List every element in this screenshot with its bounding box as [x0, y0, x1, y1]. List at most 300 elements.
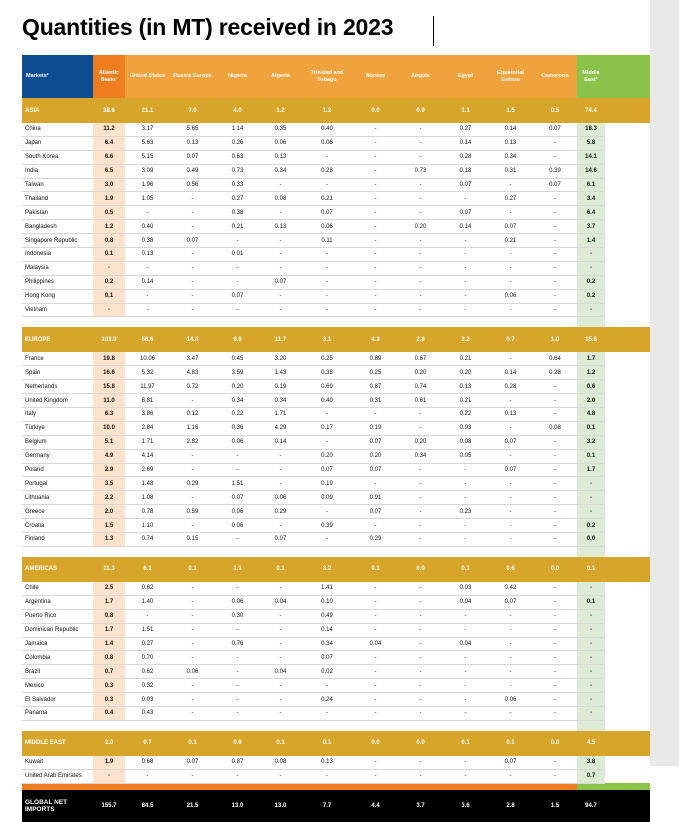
- table-cell: 4.8: [577, 408, 605, 422]
- table-cell: 0.43: [125, 706, 170, 720]
- region-total: 0.1: [577, 557, 605, 582]
- row-padding: [605, 623, 650, 637]
- region-total: 0.1: [260, 557, 301, 582]
- region-total: 0.7: [125, 731, 170, 756]
- table-cell: 0.39: [301, 519, 353, 533]
- table-cell: -: [260, 679, 301, 693]
- spacer-cell: [577, 317, 605, 328]
- row-padding: [605, 679, 650, 693]
- spacer-cell: [605, 317, 650, 328]
- table-row: [22, 261, 650, 275]
- table-cell: 0.13: [301, 756, 353, 769]
- table-cell: 0.07: [353, 435, 398, 449]
- table-cell: 0.38: [215, 206, 260, 220]
- table-cell: 0.74: [125, 533, 170, 547]
- table-cell: 0.12: [170, 408, 215, 422]
- table-cell: -: [353, 756, 398, 769]
- table-cell: -: [170, 769, 215, 783]
- region-total: 2.8: [398, 327, 443, 352]
- table-cell: 0.06: [215, 435, 260, 449]
- table-cell: -: [398, 665, 443, 679]
- table-cell: -: [260, 234, 301, 248]
- table-cell: -: [533, 435, 577, 449]
- spacer-cell: [22, 317, 93, 328]
- table-cell: 0.25: [353, 366, 398, 380]
- market-name: Croatia: [22, 519, 93, 533]
- table-row: [22, 609, 650, 623]
- table-cell: -: [260, 693, 301, 707]
- table-cell: -: [398, 289, 443, 303]
- table-cell: 0.74: [398, 380, 443, 394]
- table-cell: 0.07: [353, 505, 398, 519]
- market-name: Greece: [22, 505, 93, 519]
- table-cell: -: [398, 651, 443, 665]
- table-cell: -: [93, 261, 125, 275]
- table-cell: 0.61: [398, 394, 443, 408]
- column-header-equatorial-guinea: Equatorial Guinea: [488, 55, 533, 98]
- table-cell: -: [398, 463, 443, 477]
- column-header-nigeria: Nigeria: [215, 55, 260, 98]
- table-cell: -: [301, 706, 353, 720]
- table-cell: 0.14: [260, 435, 301, 449]
- table-cell: 0.07: [353, 463, 398, 477]
- table-cell: 0.73: [398, 164, 443, 178]
- row-padding: [605, 261, 650, 275]
- region-total: 0.1: [301, 731, 353, 756]
- table-cell: -: [443, 289, 488, 303]
- region-total: 14.4: [170, 327, 215, 352]
- table-cell: -: [577, 706, 605, 720]
- row-padding: [605, 491, 650, 505]
- row-padding: [605, 220, 650, 234]
- table-cell: -: [215, 693, 260, 707]
- spacer-cell: [170, 546, 215, 557]
- table-cell: -: [170, 192, 215, 206]
- table-cell: 1.16: [170, 421, 215, 435]
- table-cell: -: [301, 178, 353, 192]
- market-name: Mexico: [22, 679, 93, 693]
- table-cell: -: [353, 582, 398, 595]
- table-cell: 0.1: [577, 595, 605, 609]
- row-padding: [605, 327, 650, 352]
- row-padding: [605, 463, 650, 477]
- table-cell: 0.20: [398, 220, 443, 234]
- table-cell: 5.1: [93, 435, 125, 449]
- table-cell: 0.08: [533, 421, 577, 435]
- region-total: 11.7: [260, 327, 301, 352]
- table-cell: 0.06: [488, 289, 533, 303]
- table-cell: 11.2: [93, 123, 125, 136]
- text-cursor: [433, 16, 434, 46]
- table-cell: 0.06: [215, 519, 260, 533]
- table-row: [22, 477, 650, 491]
- spacer-cell: [93, 720, 125, 731]
- spacer-cell: [301, 546, 353, 557]
- table-row: [22, 366, 650, 380]
- table-cell: -: [398, 248, 443, 262]
- table-row: [22, 394, 650, 408]
- table-cell: 1.10: [125, 519, 170, 533]
- table-cell: 1.05: [125, 192, 170, 206]
- region-total: 0.9: [398, 98, 443, 123]
- table-cell: 0.67: [398, 352, 443, 365]
- table-cell: -: [398, 192, 443, 206]
- market-name: Poland: [22, 463, 93, 477]
- spacer-cell: [260, 317, 301, 328]
- market-name: Finland: [22, 533, 93, 547]
- table-cell: -: [443, 609, 488, 623]
- table-cell: -: [260, 477, 301, 491]
- table-cell: -: [353, 519, 398, 533]
- table-cell: -: [170, 582, 215, 595]
- table-cell: -: [443, 706, 488, 720]
- table-cell: -: [170, 679, 215, 693]
- table-cell: -: [260, 463, 301, 477]
- market-name: Kuwait: [22, 756, 93, 769]
- table-cell: -: [488, 637, 533, 651]
- table-cell: 0.25: [301, 352, 353, 365]
- table-cell: 1.2: [577, 366, 605, 380]
- row-padding: [605, 731, 650, 756]
- region-total: 1.0: [533, 327, 577, 352]
- spacer-cell: [125, 317, 170, 328]
- table-cell: -: [353, 665, 398, 679]
- table-cell: -: [301, 505, 353, 519]
- global-total-row: [22, 790, 650, 822]
- table-cell: 0.03: [125, 693, 170, 707]
- market-name: Jamaica: [22, 637, 93, 651]
- region-total: 0.1: [443, 731, 488, 756]
- table-cell: 1.3: [93, 533, 125, 547]
- row-padding: [605, 178, 650, 192]
- row-padding: [605, 790, 650, 822]
- row-padding: [605, 408, 650, 422]
- table-cell: 3.20: [260, 352, 301, 365]
- table-cell: 18.3: [577, 123, 605, 136]
- row-padding: [605, 435, 650, 449]
- table-cell: -: [533, 261, 577, 275]
- table-cell: 10.0: [93, 421, 125, 435]
- table-cell: 3.59: [215, 366, 260, 380]
- table-cell: 1.71: [260, 408, 301, 422]
- table-cell: 0.15: [170, 533, 215, 547]
- global-total-value: 13.0: [215, 790, 260, 822]
- table-cell: 11.0: [93, 394, 125, 408]
- table-cell: 2.69: [125, 463, 170, 477]
- table-cell: -: [533, 206, 577, 220]
- column-header-russia-europe: Russia Europe: [170, 55, 215, 98]
- table-cell: -: [93, 303, 125, 317]
- spacer-cell: [443, 317, 488, 328]
- table-cell: -: [93, 769, 125, 783]
- table-cell: -: [398, 637, 443, 651]
- table-cell: 0.49: [170, 164, 215, 178]
- table-cell: 5.63: [125, 136, 170, 150]
- table-cell: 4.9: [93, 449, 125, 463]
- column-header-trinidad-and-tobago: Trinidad and Tobago: [301, 55, 353, 98]
- table-cell: -: [353, 477, 398, 491]
- table-cell: 0.20: [398, 435, 443, 449]
- table-cell: -: [533, 394, 577, 408]
- table-cell: -: [215, 303, 260, 317]
- table-row: [22, 303, 650, 317]
- spacer-cell: [577, 720, 605, 731]
- region-total: 4.5: [577, 731, 605, 756]
- table-row: [22, 706, 650, 720]
- table-cell: 3.0: [93, 178, 125, 192]
- market-name: Netherlands: [22, 380, 93, 394]
- table-cell: -: [353, 679, 398, 693]
- table-cell: 0.21: [301, 192, 353, 206]
- table-row: [22, 408, 650, 422]
- table-cell: -: [301, 435, 353, 449]
- table-cell: 0.06: [170, 665, 215, 679]
- market-name: Hong Kong: [22, 289, 93, 303]
- spacer-row: [22, 317, 650, 328]
- table-cell: 3.8: [577, 756, 605, 769]
- table-row: [22, 769, 650, 783]
- table-cell: -: [170, 248, 215, 262]
- spacer-cell: [22, 546, 93, 557]
- market-name: Argentina: [22, 595, 93, 609]
- table-cell: 0.20: [398, 366, 443, 380]
- column-header-angola: Angola: [398, 55, 443, 98]
- table-cell: -: [353, 408, 398, 422]
- table-cell: 0.04: [443, 595, 488, 609]
- table-cell: -: [353, 178, 398, 192]
- table-cell: -: [443, 192, 488, 206]
- table-body: [22, 98, 650, 822]
- table-cell: 3.47: [170, 352, 215, 365]
- table-cell: 0.28: [301, 164, 353, 178]
- table-cell: 0.09: [301, 491, 353, 505]
- table-cell: -: [353, 206, 398, 220]
- table-cell: -: [488, 706, 533, 720]
- header-padding: [605, 55, 650, 98]
- table-row: [22, 679, 650, 693]
- table-cell: 4.83: [170, 366, 215, 380]
- table-cell: -: [301, 248, 353, 262]
- table-cell: 0.10: [301, 595, 353, 609]
- row-padding: [605, 206, 650, 220]
- table-cell: -: [260, 261, 301, 275]
- row-padding: [605, 595, 650, 609]
- row-padding: [605, 192, 650, 206]
- table-cell: 1.4: [93, 637, 125, 651]
- table-cell: -: [125, 206, 170, 220]
- global-total-value: 1.5: [533, 790, 577, 822]
- table-cell: -: [301, 261, 353, 275]
- table-cell: 0.29: [170, 477, 215, 491]
- market-name: Portugal: [22, 477, 93, 491]
- table-cell: 0.06: [488, 693, 533, 707]
- table-cell: -: [398, 178, 443, 192]
- table-cell: -: [170, 206, 215, 220]
- table-cell: 0.2: [577, 275, 605, 289]
- table-cell: -: [398, 623, 443, 637]
- table-cell: 6.4: [93, 136, 125, 150]
- row-padding: [605, 164, 650, 178]
- row-padding: [605, 394, 650, 408]
- table-cell: -: [170, 491, 215, 505]
- table-cell: 16.6: [93, 366, 125, 380]
- region-total: 1.1: [443, 98, 488, 123]
- table-cell: -: [488, 665, 533, 679]
- global-total-value: 84.5: [125, 790, 170, 822]
- table-cell: 6.1: [577, 178, 605, 192]
- table-cell: -: [488, 394, 533, 408]
- table-cell: 0.13: [443, 380, 488, 394]
- table-cell: 1.43: [260, 366, 301, 380]
- table-cell: -: [533, 756, 577, 769]
- table-cell: -: [533, 289, 577, 303]
- table-cell: 0.18: [443, 164, 488, 178]
- table-cell: 0.07: [215, 491, 260, 505]
- table-cell: -: [443, 769, 488, 783]
- region-total: 7.0: [170, 98, 215, 123]
- table-cell: 2.2: [93, 491, 125, 505]
- region-total: 0.0: [533, 731, 577, 756]
- table-cell: 0.04: [353, 637, 398, 651]
- table-cell: 0.03: [443, 582, 488, 595]
- table-cell: -: [215, 582, 260, 595]
- market-name: Germany: [22, 449, 93, 463]
- table-row: [22, 136, 650, 150]
- table-cell: 0.19: [353, 421, 398, 435]
- table-cell: -: [533, 491, 577, 505]
- table-cell: 0.06: [301, 136, 353, 150]
- market-name: United Arab Emirates: [22, 769, 93, 783]
- table-cell: -: [398, 408, 443, 422]
- spacer-cell: [93, 317, 125, 328]
- table-cell: 0.14: [443, 220, 488, 234]
- table-cell: 0.07: [533, 178, 577, 192]
- table-cell: 0.36: [215, 421, 260, 435]
- table-cell: -: [488, 352, 533, 365]
- table-cell: 0.91: [353, 491, 398, 505]
- table-cell: -: [577, 261, 605, 275]
- region-total: 0.0: [398, 557, 443, 582]
- table-row: [22, 380, 650, 394]
- table-cell: -: [260, 609, 301, 623]
- table-cell: 0.28: [443, 150, 488, 164]
- table-cell: -: [398, 756, 443, 769]
- table-cell: -: [488, 651, 533, 665]
- table-cell: -: [170, 693, 215, 707]
- region-total: 0.6: [488, 557, 533, 582]
- spacer-cell: [301, 720, 353, 731]
- table-cell: 0.06: [215, 505, 260, 519]
- row-padding: [605, 651, 650, 665]
- table-cell: 3.2: [577, 435, 605, 449]
- table-cell: -: [260, 206, 301, 220]
- table-cell: -: [215, 679, 260, 693]
- table-cell: -: [488, 505, 533, 519]
- table-cell: 0.27: [443, 123, 488, 136]
- table-cell: -: [577, 623, 605, 637]
- spacer-cell: [215, 720, 260, 731]
- table-cell: 0.40: [125, 220, 170, 234]
- table-cell: -: [577, 609, 605, 623]
- region-total: 3.2: [301, 557, 353, 582]
- table-cell: 6.6: [93, 150, 125, 164]
- table-cell: -: [398, 679, 443, 693]
- row-padding: [605, 421, 650, 435]
- table-cell: -: [533, 449, 577, 463]
- region-total: 38.6: [93, 98, 125, 123]
- row-padding: [605, 234, 650, 248]
- table-cell: -: [125, 609, 170, 623]
- table-cell: 3.5: [93, 477, 125, 491]
- table-cell: -: [533, 651, 577, 665]
- table-cell: 1.9: [93, 756, 125, 769]
- table-row: [22, 234, 650, 248]
- table-cell: 4.14: [125, 449, 170, 463]
- spacer-cell: [125, 720, 170, 731]
- table-cell: 0.6: [577, 380, 605, 394]
- table-cell: 0.21: [215, 220, 260, 234]
- region-total: 15.6: [577, 327, 605, 352]
- table-cell: -: [215, 623, 260, 637]
- table-cell: -: [398, 595, 443, 609]
- table-cell: -: [533, 150, 577, 164]
- table-cell: 0.08: [443, 435, 488, 449]
- spacer-cell: [125, 546, 170, 557]
- table-cell: 0.62: [125, 665, 170, 679]
- table-cell: -: [170, 261, 215, 275]
- table-cell: 0.63: [215, 150, 260, 164]
- region-row-americas: [22, 557, 650, 582]
- region-total: 4.3: [353, 327, 398, 352]
- spacer-cell: [22, 720, 93, 731]
- table-cell: -: [260, 769, 301, 783]
- spacer-cell: [170, 317, 215, 328]
- row-padding: [605, 693, 650, 707]
- spacer-cell: [443, 720, 488, 731]
- table-cell: -: [488, 275, 533, 289]
- table-row: [22, 220, 650, 234]
- table-cell: -: [443, 303, 488, 317]
- region-total: 0.1: [488, 731, 533, 756]
- table-cell: -: [488, 248, 533, 262]
- table-cell: 0.34: [260, 164, 301, 178]
- table-cell: -: [398, 136, 443, 150]
- table-cell: 0.13: [260, 150, 301, 164]
- table-cell: -: [533, 609, 577, 623]
- region-total: 1.2: [260, 98, 301, 123]
- table-row: [22, 505, 650, 519]
- table-cell: 0.34: [301, 637, 353, 651]
- table-cell: -: [577, 505, 605, 519]
- table-cell: -: [443, 651, 488, 665]
- spacer-cell: [398, 317, 443, 328]
- table-cell: -: [215, 651, 260, 665]
- table-cell: -: [533, 665, 577, 679]
- table-cell: 3.17: [125, 123, 170, 136]
- column-header-norway: Norway: [353, 55, 398, 98]
- table-cell: 2.0: [93, 505, 125, 519]
- region-total: 4.0: [215, 98, 260, 123]
- column-header-algeria: Algeria: [260, 55, 301, 98]
- table-cell: -: [260, 637, 301, 651]
- table-cell: 0.14: [488, 123, 533, 136]
- table-cell: -: [260, 706, 301, 720]
- table-row: [22, 178, 650, 192]
- table-row: [22, 623, 650, 637]
- table-cell: 0.1: [577, 421, 605, 435]
- table-cell: 0.34: [398, 449, 443, 463]
- table-cell: -: [533, 623, 577, 637]
